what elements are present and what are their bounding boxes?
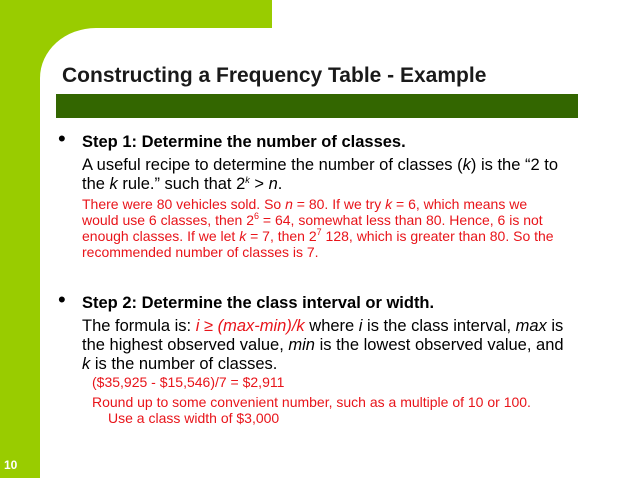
title-underline-bar	[56, 94, 578, 118]
step2-rounding-note: Round up to some convenient number, such as a multiple of 10 or 100. Use a class width of $3,000	[92, 394, 531, 426]
step2-description: The formula is: i ≥ (max-min)/k where i is the class interval, max is the highest observed value, min is the lowest observed value, and k is the number of classes.	[82, 317, 564, 373]
step1-heading: Step 1: Determine the number of classes.	[82, 133, 406, 151]
slide-title: Constructing a Frequency Table - Example	[62, 64, 487, 87]
step1-example: There were 80 vehicles sold. So n = 80. If we try k = 6, which means we would use 6 classes, then $2^6 = 64$, somewhat less than 80. Hence, 6 is not enough classes. If we let k = 7, then $2^7$ 128, which is greater than 80. So the recommended number of classes is 7.	[82, 196, 554, 260]
left-accent-bar	[0, 0, 40, 478]
step2-heading: Step 2: Determine the class interval or width.	[82, 294, 435, 312]
bullet-icon: •	[58, 287, 66, 312]
step1-description: A useful recipe to determine the number of classes (k) is the “2 to the k rule.” such that $2^k > n$.	[82, 156, 558, 193]
page-number: 10	[4, 458, 18, 472]
bullet-icon: •	[58, 126, 66, 151]
step2-calculation: ($35,925 - $15,546)/7 = $2,911	[92, 374, 285, 390]
top-accent-block	[40, 0, 272, 28]
